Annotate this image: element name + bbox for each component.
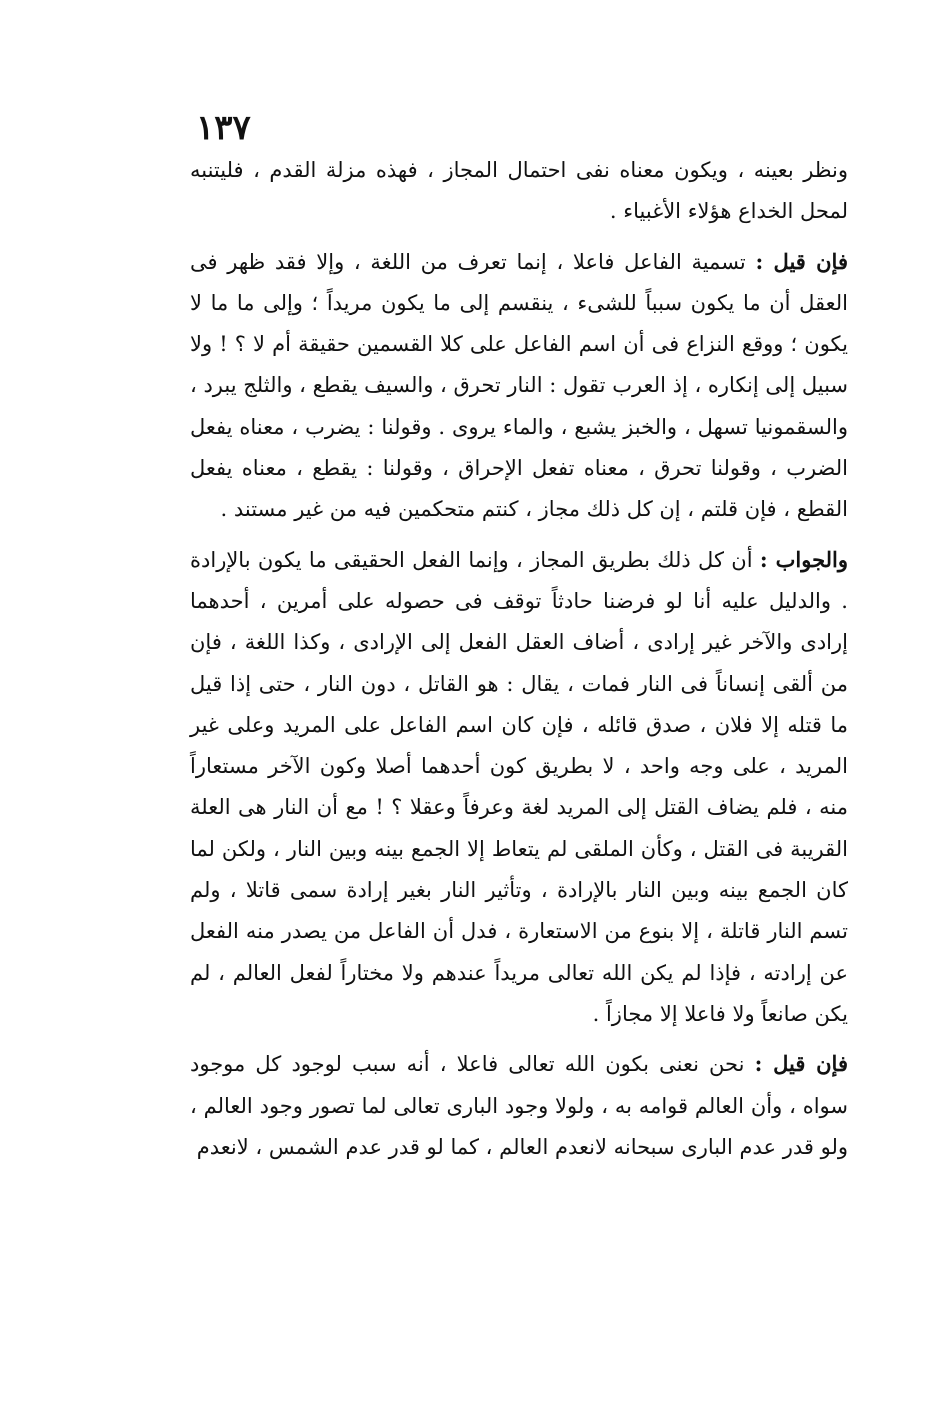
paragraph-4-text: نحن نعنى بكون الله تعالى فاعلا ، أنه سبب لوجود كل موجود سواه ، وأن العالم قوامه به ، ولولا وجود البارى تعالى لما تصور وجود العالم ، ولو قدر عدم البارى سبحانه لانعدم العالم ، كما لو قدر عدم الشمس ، لانعدم bbox=[190, 1052, 848, 1159]
paragraph-4 bbox=[190, 1043, 848, 1168]
paragraph-3-lead: والجواب : bbox=[759, 546, 848, 572]
paragraph-2 bbox=[190, 241, 848, 531]
paragraph-4-lead: فإن قيل : bbox=[754, 1051, 848, 1077]
paragraph-1-text: ونظر بعينه ، ويكون معناه نفى احتمال المجاز ، فهذه مزلة القدم ، فليتنبه لمحل الخداع هؤلاء الأغبياء . bbox=[190, 158, 848, 224]
paragraph-3-text: أن كل ذلك بطريق المجاز ، وإنما الفعل الحقيقى ما يكون بالإرادة . والدليل عليه أنا لو فرضنا حادثاً توقف فى حصوله على أمرين ، أحدهما إرادى والآخر غير إرادى ، أضاف العقل الفعل إلى الإرادى ، وكذا اللغة ، فإن من ألقى إنساناً فى النار فمات ، يقال : هو القاتل ، دون النار ، حتى إذا قيل ما قتله إلا فلان ، صدق قائله ، فإن كان اسم الفاعل على المريد وعلى غير المريد ، على وجه واحد ، لا بطريق كون أحدهما أصلا وكون الآخر مستعاراً منه ، فلم يضاف القتل إلى المريد لغة وعرفاً وعقلا ؟ ! مع أن النار هى العلة القريبة فى القتل ، وكأن الملقى لم يتعاط إلا الجمع بينه وبين النار ، ولكن لما كان الجمع بينه وبين النار بالإرادة ، وتأثير النار بغير إرادة سمى قاتلا ، ولم تسم النار قاتلة ، إلا بنوع من الاستعارة ، فدل أن الفاعل من يصدر منه الفعل عن إرادته ، فإذا لم يكن الله تعالى مريداً عندهم ولا مختاراً لفعل العالم ، لم يكن صانعاً ولا فاعلا إلا مجازاً . bbox=[190, 547, 848, 1026]
body-text bbox=[190, 150, 848, 1168]
page-number: ١٣٧ bbox=[196, 108, 251, 148]
paragraph-1 bbox=[190, 150, 848, 233]
paragraph-2-lead: فإن قيل : bbox=[755, 248, 848, 274]
paragraph-3 bbox=[190, 539, 848, 1036]
paragraph-2-text: تسمية الفاعل فاعلا ، إنما تعرف من اللغة ، وإلا فقد ظهر فى العقل أن ما يكون سبباً للشىء ، ينقسم إلى ما يكون مريداً ؛ وإلى ما ما لا يكون ؛ ووقع النزاع فى أن اسم الفاعل على كلا القسمين حقيقة أم لا ؟ ! ولا سبيل إلى إنكاره ، إذ العرب تقول : النار تحرق ، والسيف يقطع ، والثلج يبرد ، والسقمونيا تسهل ، والخبز يشبع ، والماء يروى . وقولنا : يضرب ، معناه يفعل الضرب ، وقولنا تحرق ، معناه تفعل الإحراق ، وقولنا : يقطع ، معناه يفعل القطع ، فإن قلتم ، إن كل ذلك مجاز ، كنتم متحكمين فيه من غير مستند . bbox=[190, 249, 848, 522]
